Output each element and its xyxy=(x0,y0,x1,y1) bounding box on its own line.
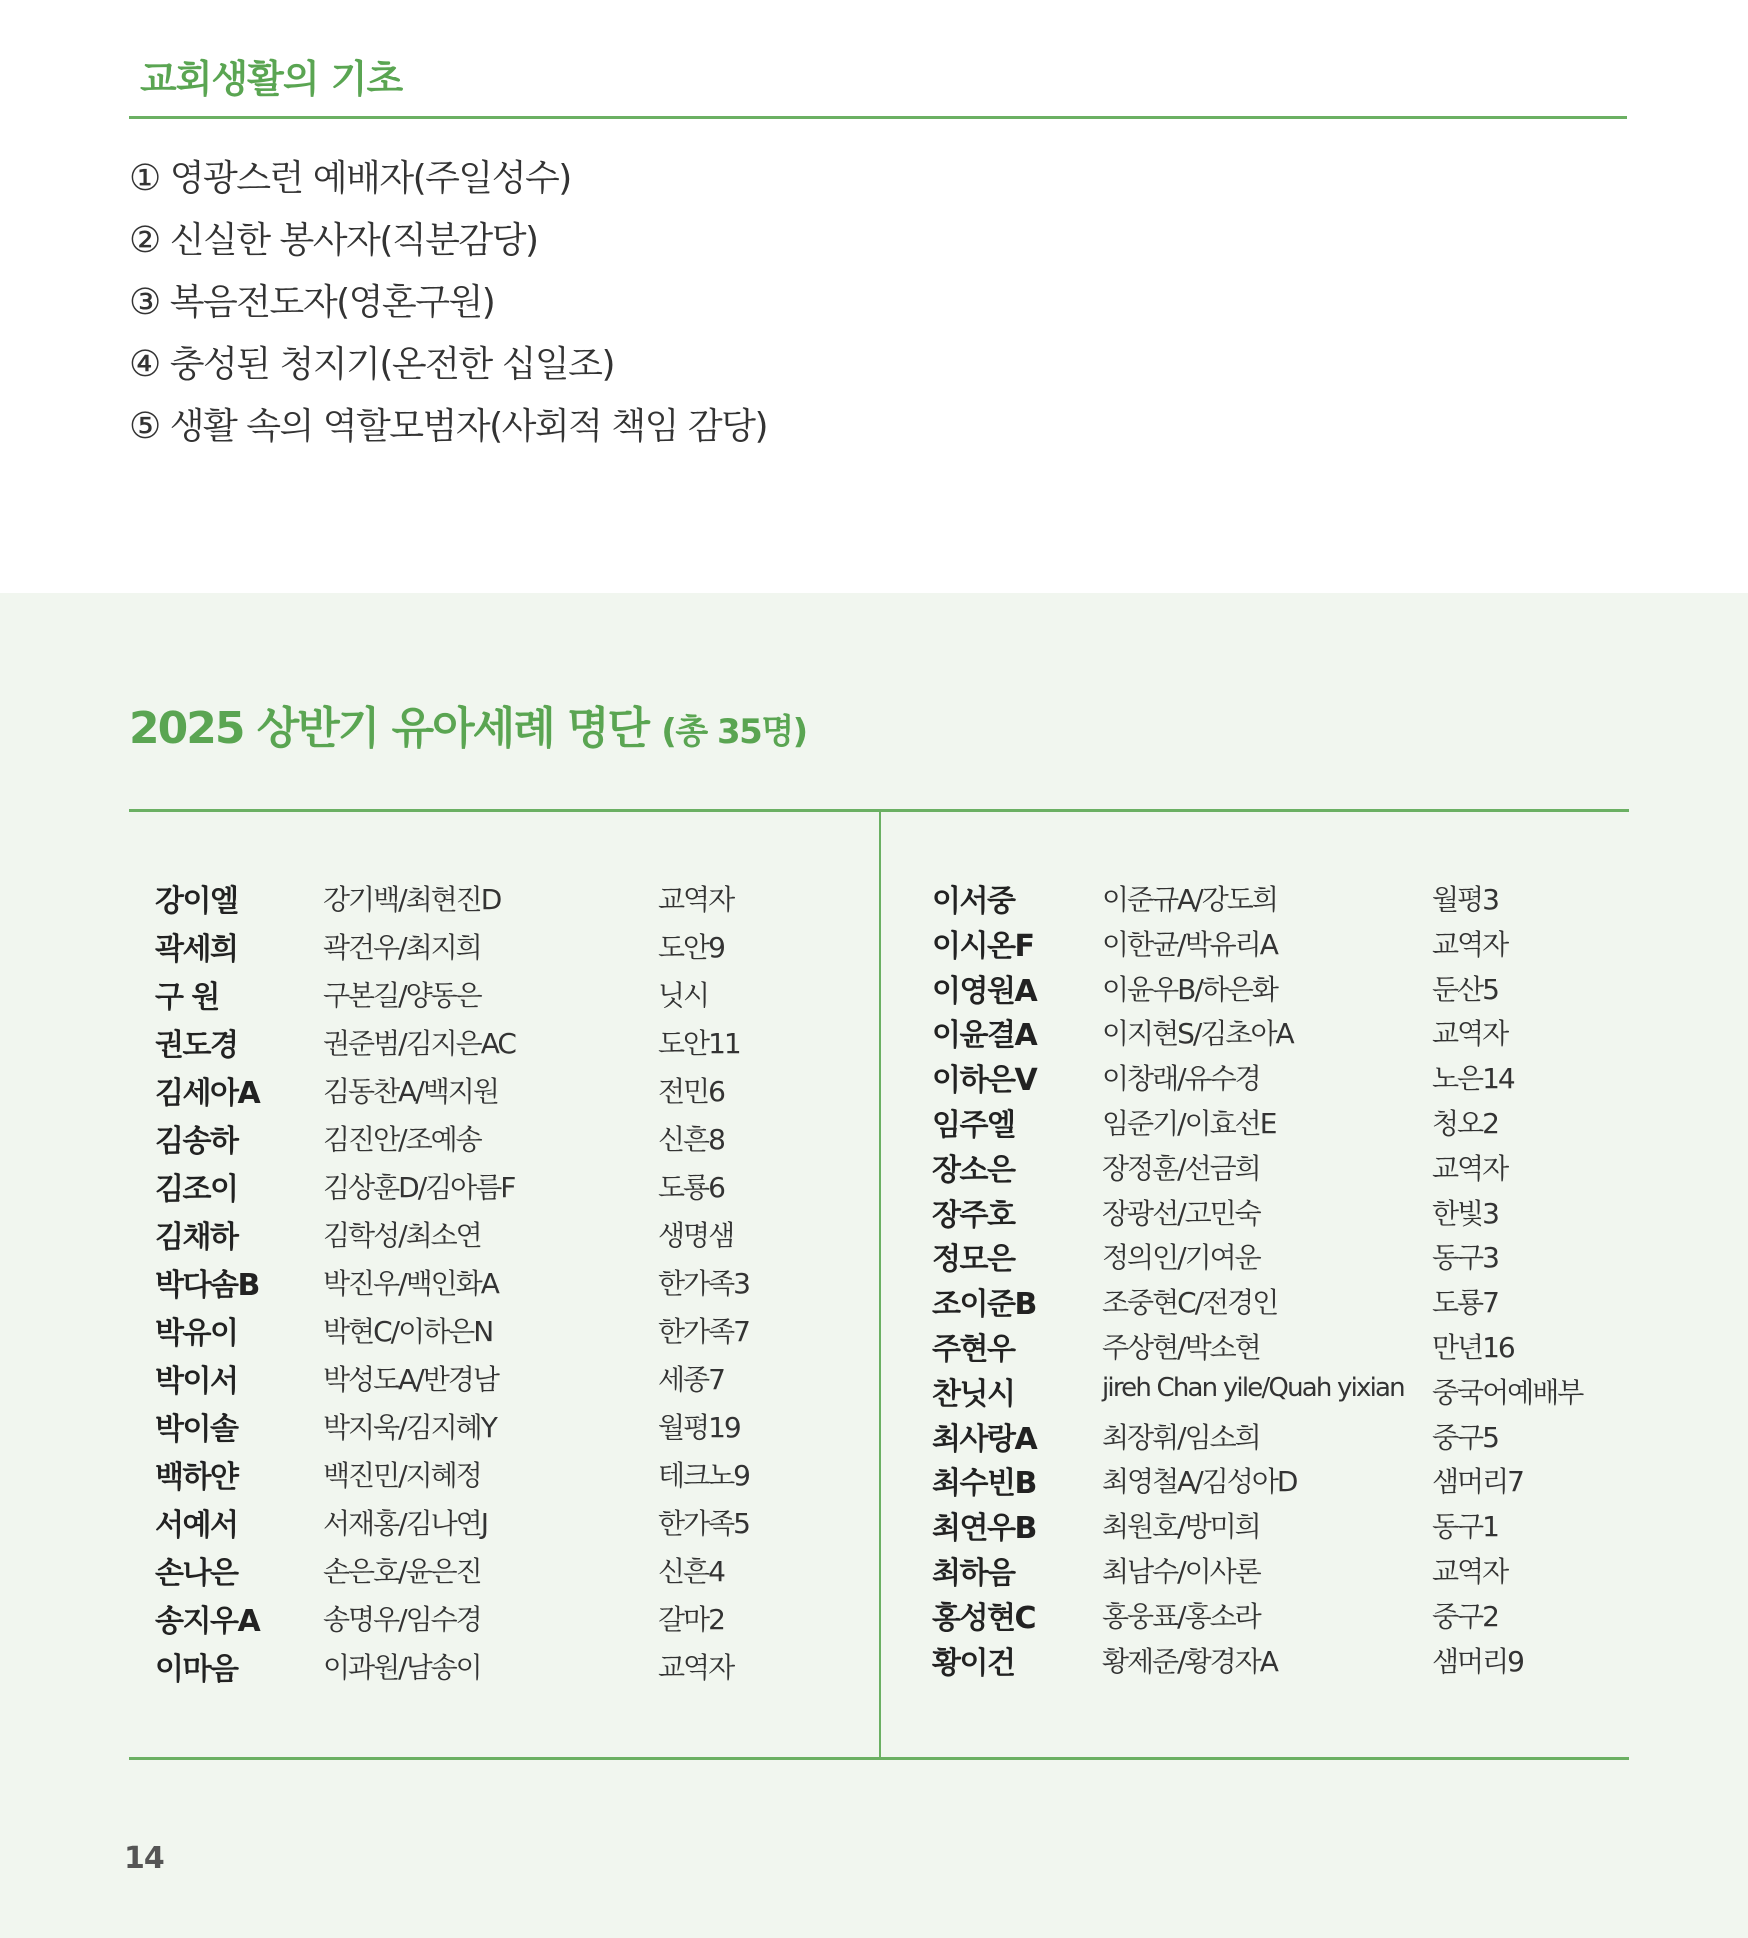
principle-item: ② 신실한 봉사자(직분감당) xyxy=(129,220,538,261)
parents-names: 이지현S/김초아A xyxy=(1102,1017,1293,1051)
district-name: 중국어예배부 xyxy=(1432,1375,1583,1409)
roster-title xyxy=(129,692,807,756)
parents-names: 이준규A/강도희 xyxy=(1102,883,1277,916)
district-name: 중구2 xyxy=(1432,1599,1498,1633)
parents-names: 박지욱/김지혜Y xyxy=(323,1411,496,1444)
child-name: 장소은 xyxy=(932,1152,1015,1188)
parents-names: 이윤우B/하은화 xyxy=(1102,972,1277,1006)
child-name: 이하은V xyxy=(932,1063,1037,1099)
parents-names: 곽건우/최지희 xyxy=(323,931,481,964)
principle-item: ① 영광스런 예배자(주일성수) xyxy=(129,158,571,199)
parents-names: 이한균/박유리A xyxy=(1102,927,1277,961)
roster-title-text: 2025 상반기 유아세례 명단 xyxy=(129,703,648,754)
district-name: 테크노9 xyxy=(658,1459,749,1492)
district-name: 교역자 xyxy=(1432,1017,1508,1051)
child-name: 구 원 xyxy=(155,980,219,1015)
parents-names: 장광선/고민숙 xyxy=(1102,1196,1260,1230)
district-name: 교역자 xyxy=(658,1651,734,1684)
section-divider xyxy=(129,116,1627,119)
child-name: 이서중 xyxy=(932,884,1015,919)
child-name: 장주호 xyxy=(932,1197,1015,1233)
principle-item: ③ 복음전도자(영혼구원) xyxy=(129,282,495,323)
district-name: 교역자 xyxy=(1432,1554,1508,1588)
district-name: 동구3 xyxy=(1432,1241,1498,1275)
district-name: 닛시 xyxy=(658,979,709,1012)
child-name: 곽세희 xyxy=(155,932,238,967)
district-name: 한가족7 xyxy=(658,1315,749,1348)
top-section xyxy=(0,0,1748,593)
parents-names: 주상현/박소현 xyxy=(1102,1330,1260,1364)
child-name: 최수빈B xyxy=(932,1466,1036,1502)
district-name: 교역자 xyxy=(1432,927,1508,961)
district-name: 도룡6 xyxy=(658,1171,724,1204)
district-name: 한가족3 xyxy=(658,1267,749,1300)
parents-names: 최원호/방미희 xyxy=(1102,1510,1260,1544)
child-name: 김송하 xyxy=(155,1124,238,1159)
parents-names: 김동찬A/백지원 xyxy=(323,1075,498,1108)
district-name: 신흔4 xyxy=(658,1555,724,1588)
district-name: 한빛3 xyxy=(1432,1196,1498,1230)
child-name: 홍성현C xyxy=(932,1600,1035,1636)
district-name: 샘머리7 xyxy=(1432,1465,1523,1499)
parents-names: 조중현C/전경인 xyxy=(1102,1286,1278,1320)
child-name: 주현우 xyxy=(932,1331,1015,1367)
district-name: 생명샘 xyxy=(658,1219,734,1252)
parents-names: 김상훈D/김아름F xyxy=(323,1171,515,1204)
child-name: 손나은 xyxy=(155,1556,238,1591)
parents-names: 박진우/백인화A xyxy=(323,1267,498,1300)
child-name: 백하얀 xyxy=(155,1460,238,1495)
section-title: 교회생활의 기초 xyxy=(140,57,403,101)
parents-names: 서재홍/김나연J xyxy=(323,1507,487,1540)
district-name: 세종7 xyxy=(658,1363,724,1396)
child-name: 조이준B xyxy=(932,1287,1036,1323)
child-name: 찬닛시 xyxy=(932,1376,1015,1412)
child-name: 김조이 xyxy=(155,1172,238,1207)
parents-names: 김진안/조예송 xyxy=(323,1123,481,1156)
parents-names: 강기백/최현진D xyxy=(323,883,501,916)
parents-names: 임준기/이효선E xyxy=(1102,1106,1276,1140)
child-name: 이마음 xyxy=(155,1652,238,1687)
parents-names: 권준범/김지은AC xyxy=(323,1027,515,1060)
child-name: 박유이 xyxy=(155,1316,238,1351)
district-name: 전민6 xyxy=(658,1075,724,1108)
parents-names: 정의인/기여운 xyxy=(1102,1241,1260,1275)
district-name: 월평3 xyxy=(1432,883,1498,916)
parents-names: 김학성/최소연 xyxy=(323,1219,481,1252)
child-name: 김세아A xyxy=(155,1076,260,1111)
district-name: 교역자 xyxy=(1432,1151,1508,1185)
child-name: 권도경 xyxy=(155,1028,238,1063)
district-name: 노은14 xyxy=(1432,1062,1514,1096)
district-name: 도룡7 xyxy=(1432,1286,1498,1320)
child-name: 최사랑A xyxy=(932,1421,1037,1457)
parents-names: jireh Chan yile/Quah yixian xyxy=(1102,1372,1404,1403)
principle-item: ④ 충성된 청지기(온전한 십일조) xyxy=(129,344,615,385)
district-name: 중구5 xyxy=(1432,1420,1498,1454)
district-name: 신흔8 xyxy=(658,1123,724,1156)
child-name: 박다솜B xyxy=(155,1268,259,1303)
principles-list xyxy=(129,148,767,458)
parents-names: 황제준/황경자A xyxy=(1102,1644,1277,1678)
district-name: 샘머리9 xyxy=(1432,1644,1523,1678)
roster-bottom-rule xyxy=(129,1757,1629,1760)
child-name: 송지우A xyxy=(155,1604,260,1639)
child-name: 이영원A xyxy=(932,973,1037,1009)
parents-names: 송명우/임수경 xyxy=(323,1603,481,1636)
child-name: 이시온F xyxy=(932,928,1034,964)
district-name: 월평19 xyxy=(658,1411,740,1444)
parents-names: 최남수/이사론 xyxy=(1102,1554,1260,1588)
child-name: 박이솔 xyxy=(155,1412,238,1447)
parents-names: 백진민/지혜정 xyxy=(323,1459,481,1492)
parents-names: 최영철A/김성아D xyxy=(1102,1465,1297,1499)
district-name: 한가족5 xyxy=(658,1507,749,1540)
child-name: 황이건 xyxy=(932,1645,1015,1681)
parents-names: 이과원/남송이 xyxy=(323,1651,481,1684)
parents-names: 최장휘/임소희 xyxy=(1102,1420,1260,1454)
roster-count: (총 35명) xyxy=(661,712,807,752)
child-name: 김채하 xyxy=(155,1220,238,1255)
child-name: 최하음 xyxy=(932,1555,1015,1591)
child-name: 강이엘 xyxy=(155,884,238,919)
child-name: 박이서 xyxy=(155,1364,238,1399)
district-name: 도안11 xyxy=(658,1027,740,1060)
parents-names: 이창래/유수경 xyxy=(1102,1062,1260,1096)
parents-names: 박현C/이하은N xyxy=(323,1315,493,1348)
parents-names: 구본길/양동은 xyxy=(323,979,481,1012)
child-name: 최연우B xyxy=(932,1511,1036,1547)
district-name: 만년16 xyxy=(1432,1330,1514,1364)
child-name: 이윤결A xyxy=(932,1018,1037,1054)
district-name: 갈마2 xyxy=(658,1603,724,1636)
parents-names: 장정훈/선금희 xyxy=(1102,1151,1260,1185)
parents-names: 손은호/윤은진 xyxy=(323,1555,481,1588)
page-number: 14 xyxy=(124,1841,164,1876)
principle-item: ⑤ 생활 속의 역할모범자(사회적 책임 감당) xyxy=(129,406,767,447)
child-name: 서예서 xyxy=(155,1508,238,1543)
district-name: 둔산5 xyxy=(1432,972,1498,1006)
child-name: 임주엘 xyxy=(932,1107,1015,1143)
child-name: 정모은 xyxy=(932,1242,1015,1278)
parents-names: 박성도A/반경남 xyxy=(323,1363,498,1396)
parents-names: 홍웅표/홍소라 xyxy=(1102,1599,1260,1633)
roster-column-divider xyxy=(879,812,881,1757)
district-name: 교역자 xyxy=(658,883,734,916)
district-name: 동구1 xyxy=(1432,1510,1498,1544)
district-name: 도안9 xyxy=(658,931,724,964)
district-name: 청오2 xyxy=(1432,1106,1498,1140)
